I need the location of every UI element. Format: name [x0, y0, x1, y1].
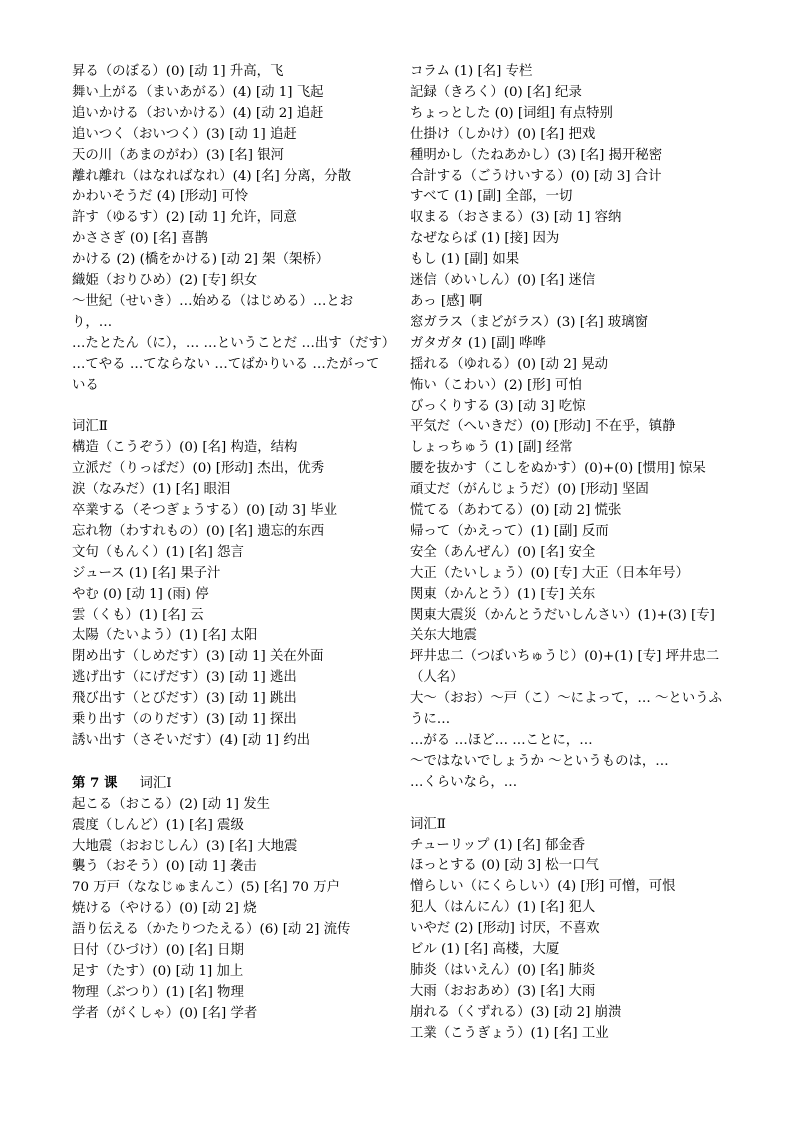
vocab-entry: 仕掛け（しかけ）(0) [名] 把戏	[410, 126, 596, 142]
vocab-entry: ほっとする (0) [动 3] 松一口气	[410, 858, 599, 874]
vocab-entry: 物理（ぶつり）(1) [名] 物理	[72, 984, 244, 1000]
vocab-entry: かわいそうだ (4) [形动] 可怜	[72, 189, 249, 205]
vocab-entry: 織姫（おりひめ）(2) [专] 织女	[72, 273, 258, 289]
vocab-entry: 平気だ（へいきだ）(0) [形动] 不在乎，镇静	[410, 419, 676, 435]
vocab-entry: コラム (1) [名] 专栏	[410, 64, 533, 79]
lesson-section: 词汇Ⅰ	[139, 775, 172, 791]
vocab-entry: 帰って（かえって）(1) [副] 反而	[410, 523, 609, 539]
vocab-entry: 大雨（おおあめ）(3) [名] 大雨	[410, 983, 596, 999]
vocab-entry: なぜならば (1) [接] 因为	[410, 231, 560, 247]
vocab-entry: 窓ガラス（まどがラス）(3) [名] 玻璃窗	[410, 314, 648, 330]
vocab-entry: 忘れ物（わすれもの）(0) [名] 遗忘的东西	[72, 523, 325, 539]
vocab-entry: びっくりする (3) [动 3] 吃惊	[410, 398, 586, 414]
vocab-entry: チューリップ (1) [名] 郁金香	[410, 837, 586, 853]
left-vocab-list	[72, 62, 396, 773]
vocab-entry: あっ [感] 啊	[410, 293, 483, 309]
vocab-entry: …たとたん（に），… …ということだ …出す（だす）	[72, 335, 396, 351]
vocab-entry: 関東（かんとう）(1) [专] 关东	[410, 586, 596, 602]
vocab-entry: かける (2) (橋をかける) [动 2] 架（架桥）	[72, 252, 330, 268]
vocab-entry: 工業（こうぎょう）(1) [名] 工业	[410, 1025, 609, 1041]
vocab-entry: 卒業する（そつぎょうする）(0) [动 3] 毕业	[72, 503, 337, 519]
vocab-entry: 大正（たいしょう）(0) [专] 大正（日本年号）	[410, 565, 689, 581]
vocab-entry: 起こる（おこる）(2) [动 1] 发生	[72, 796, 271, 812]
vocab-entry: すべて (1) [副] 全部，一切	[410, 189, 573, 205]
vocab-entry: ビル (1) [名] 高楼，大厦	[410, 942, 560, 958]
vocab-entry: 慌てる（あわてる）(0) [动 2] 慌张	[410, 503, 622, 519]
vocab-entry: いやだ (2) [形动] 讨厌，不喜欢	[410, 921, 600, 937]
left-vocab-list-lesson7	[72, 795, 390, 1025]
vocab-entry: 離れ離れ（はなればなれ）(4) [名] 分离，分散	[72, 168, 351, 184]
vocab-entry: 犯人（はんにん）(1) [名] 犯人	[410, 900, 596, 916]
vocab-entry: 腰を抜かす（こしをぬかす）(0)+(0) [惯用] 惊呆	[410, 461, 706, 477]
vocab-entry: 太陽（たいよう）(1) [名] 太阳	[72, 628, 258, 644]
vocab-entry: 足す（たす）(0) [动 1] 加上	[72, 963, 244, 979]
vocab-entry: 立派だ（りっぱだ）(0) [形动] 杰出，优秀	[72, 461, 325, 477]
vocab-entry: 閉め出す（しめだす）(3) [动 1] 关在外面	[72, 649, 324, 665]
right-vocab-list	[410, 62, 728, 1045]
vocab-entry: 許す（ゆるす）(2) [动 1] 允许，同意	[72, 210, 297, 226]
vocab-entry: ～世紀（せいき）…始める（はじめる）…とおり，…	[72, 293, 354, 330]
vocab-entry: 頑丈だ（がんじょうだ）(0) [形动] 坚固	[410, 482, 649, 498]
vocab-entry: 合計する（ごうけいする）(0) [动 3] 合计	[410, 168, 662, 184]
vocab-entry: 涙（なみだ）(1) [名] 眼泪	[72, 482, 231, 498]
vocab-entry: 舞い上がる（まいあがる）(4) [动 1] 飞起	[72, 84, 324, 100]
vocab-entry: 種明かし（たねあかし）(3) [名] 揭开秘密	[410, 147, 663, 163]
vocab-entry: もし (1) [副] 如果	[410, 252, 520, 268]
vocab-entry: ジュース (1) [名] 果子汁	[72, 565, 221, 581]
vocab-entry: 収まる（おさまる）(3) [动 1] 容纳	[410, 210, 622, 226]
lesson-heading	[72, 773, 390, 795]
vocab-entry: 天の川（あまのがわ）(3) [名] 银河	[72, 147, 285, 163]
vocab-entry: 词汇Ⅱ	[410, 816, 446, 832]
vocab-entry: 震度（しんど）(1) [名] 震级	[72, 817, 244, 833]
right-column	[410, 62, 728, 1045]
vocab-entry: 安全（あんぜん）(0) [名] 安全	[410, 544, 596, 560]
vocab-entry: 词汇Ⅱ	[72, 419, 108, 435]
vocab-entry: 肺炎（はいえん）(0) [名] 肺炎	[410, 962, 596, 978]
vocab-entry: ガタガタ (1) [副] 哗哗	[410, 335, 546, 351]
vocab-entry: 坪井忠二（つぼいちゅうじ）(0)+(1) [专] 坪井忠二（人名）	[410, 649, 720, 686]
vocab-entry: 大～（おお）～戸（こ）～によって，… ～というふうに…	[410, 691, 722, 728]
vocab-entry: 揺れる（ゆれる）(0) [动 2] 晃动	[410, 356, 609, 372]
vocab-entry: 逃げ出す（にげだす）(3) [动 1] 逃出	[72, 670, 297, 686]
vocab-entry: 記録（きろく）(0) [名] 纪录	[410, 84, 582, 100]
vocab-entry: 関東大震災（かんとうだいしんさい）(1)+(3) [专] 关东大地震	[410, 607, 715, 644]
vocab-entry: 70 万戸（ななじゅまんこ）(5) [名] 70 万户	[72, 880, 340, 896]
vocab-entry: 昇る（のぼる）(0) [动 1] 升高，飞	[72, 64, 284, 79]
vocab-entry: 迷信（めいしん）(0) [名] 迷信	[410, 273, 596, 289]
vocab-entry: 雲（くも）(1) [名] 云	[72, 607, 204, 623]
vocab-entry: 構造（こうぞう）(0) [名] 构造，结构	[72, 440, 298, 456]
vocab-entry: 日付（ひづけ）(0) [名] 日期	[72, 943, 244, 959]
vocab-entry: 大地震（おおじしん）(3) [名] 大地震	[72, 838, 298, 854]
vocab-entry: 追いつく（おいつく）(3) [动 1] 追赶	[72, 126, 297, 142]
vocab-entry: 焼ける（やける）(0) [动 2] 烧	[72, 901, 257, 917]
vocab-entry: 憎らしい（にくらしい）(4) [形] 可憎，可恨	[410, 879, 676, 895]
vocab-entry: 崩れる（くずれる）(3) [动 2] 崩溃	[410, 1004, 622, 1020]
vocab-entry: ちょっとした (0) [词组] 有点特别	[410, 105, 613, 121]
vocab-entry: ～ではないでしょうか ～というものは，…	[410, 753, 669, 769]
vocab-entry: しょっちゅう (1) [副] 经常	[410, 440, 573, 456]
blank-line	[72, 752, 390, 773]
vocab-entry: 追いかける（おいかける）(4) [动 2] 追赶	[72, 105, 324, 121]
blank-line	[410, 794, 728, 815]
lesson-number: 第 7 课	[72, 774, 118, 791]
blank-line	[72, 397, 390, 418]
vocab-entry: 乗り出す（のりだす）(3) [动 1] 探出	[72, 712, 297, 728]
left-column	[72, 62, 396, 1025]
vocab-entry: 襲う（おそう）(0) [动 1] 袭击	[72, 859, 257, 875]
vocab-entry: 誘い出す（さそいだす）(4) [动 1] 约出	[72, 732, 311, 748]
vocab-entry: …がる …ほど… …ことに，…	[410, 733, 593, 748]
vocab-entry: やむ (0) [动 1] (雨) 停	[72, 586, 209, 602]
vocab-entry: 文句（もんく）(1) [名] 怨言	[72, 544, 244, 560]
vocab-entry: …てやる …てならない …てばかりいる …たがっている	[72, 356, 380, 393]
vocab-entry: 語り伝える（かたりつたえる）(6) [动 2] 流传	[72, 922, 351, 938]
vocab-entry: かささぎ (0) [名] 喜鹊	[72, 231, 208, 247]
vocab-entry: 怖い（こわい）(2) [形] 可怕	[410, 377, 582, 393]
vocab-entry: …くらいなら，…	[410, 774, 518, 790]
vocab-entry: 学者（がくしゃ）(0) [名] 学者	[72, 1005, 258, 1021]
vocab-entry: 飛び出す（とびだす）(3) [动 1] 跳出	[72, 691, 297, 707]
